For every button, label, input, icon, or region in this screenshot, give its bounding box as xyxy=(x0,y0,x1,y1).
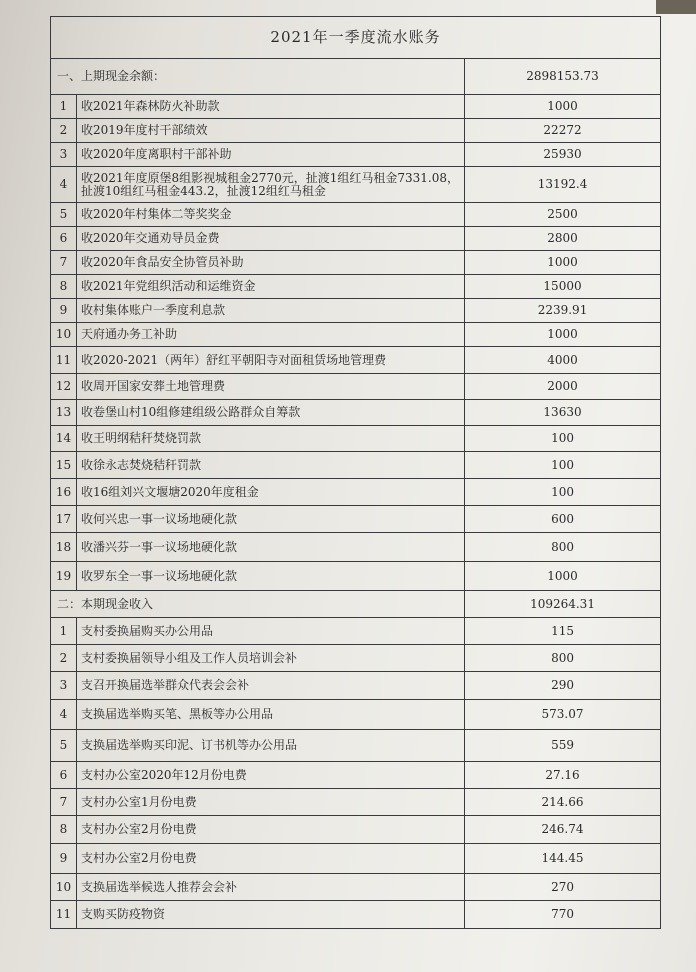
row-description: 收村集体账户一季度利息款 xyxy=(77,299,465,323)
row-description: 收2021年森林防火补助款 xyxy=(77,95,465,119)
row-description: 收2021年党组织活动和运维资金 xyxy=(77,275,465,299)
row-number: 7 xyxy=(51,789,77,816)
row-amount: 100 xyxy=(465,479,661,506)
row-number: 9 xyxy=(51,844,77,874)
income-row xyxy=(51,400,661,426)
income-row xyxy=(51,562,661,591)
row-description: 支村办公室2020年12月份电费 xyxy=(77,762,465,789)
income-row xyxy=(51,143,661,167)
income-row xyxy=(51,299,661,323)
row-description: 支村办公室2月份电费 xyxy=(77,844,465,874)
row-description: 收2020年村集体二等奖奖金 xyxy=(77,203,465,227)
row-number: 3 xyxy=(51,143,77,167)
expense-row xyxy=(51,762,661,789)
row-amount: 573.07 xyxy=(465,700,661,730)
expense-row xyxy=(51,672,661,700)
row-amount: 1000 xyxy=(465,323,661,347)
expense-row xyxy=(51,618,661,645)
expense-row xyxy=(51,816,661,844)
income-row xyxy=(51,506,661,533)
expense-row xyxy=(51,789,661,816)
row-number: 2 xyxy=(51,119,77,143)
income-row xyxy=(51,119,661,143)
row-amount: 270 xyxy=(465,874,661,901)
row-amount: 1000 xyxy=(465,251,661,275)
income-row xyxy=(51,95,661,119)
row-amount: 559 xyxy=(465,730,661,762)
row-number: 8 xyxy=(51,275,77,299)
row-number: 8 xyxy=(51,816,77,844)
income-row xyxy=(51,533,661,562)
expense-row xyxy=(51,645,661,672)
row-number: 5 xyxy=(51,730,77,762)
row-description: 支召开换届选举群众代表会会补 xyxy=(77,672,465,700)
row-amount: 4000 xyxy=(465,347,661,374)
row-description: 收卷堡山村10组修建组级公路群众自筹款 xyxy=(77,400,465,426)
row-amount: 25930 xyxy=(465,143,661,167)
row-description: 收2021年度原堡8组影视城租金2770元，扯渡1组红马租金7331.08，扯渡10组红马租金443.2，扯渡12组红马租金 xyxy=(77,167,465,203)
row-description: 收2019年度村干部绩效 xyxy=(77,119,465,143)
row-amount: 246.74 xyxy=(465,816,661,844)
row-number: 3 xyxy=(51,672,77,700)
row-amount: 2239.91 xyxy=(465,299,661,323)
row-description: 支村办公室1月份电费 xyxy=(77,789,465,816)
row-number: 15 xyxy=(51,452,77,479)
row-number: 12 xyxy=(51,374,77,400)
row-number: 10 xyxy=(51,874,77,901)
row-number: 16 xyxy=(51,479,77,506)
row-number: 18 xyxy=(51,533,77,562)
row-amount: 2000 xyxy=(465,374,661,400)
row-amount: 600 xyxy=(465,506,661,533)
row-amount: 100 xyxy=(465,426,661,452)
row-number: 9 xyxy=(51,299,77,323)
expense-row xyxy=(51,700,661,730)
row-number: 2 xyxy=(51,645,77,672)
row-number: 17 xyxy=(51,506,77,533)
opening-balance-row xyxy=(51,59,661,95)
expense-row xyxy=(51,901,661,929)
ledger-title: 2021年一季度流水账务 xyxy=(51,17,661,59)
row-description: 支村办公室2月份电费 xyxy=(77,816,465,844)
row-description: 收潘兴芬一事一议场地硬化款 xyxy=(77,533,465,562)
row-description: 支换届选举购买印泥、订书机等办公用品 xyxy=(77,730,465,762)
income-row xyxy=(51,452,661,479)
row-description: 支换届选举候选人推荐会会补 xyxy=(77,874,465,901)
row-number: 11 xyxy=(51,901,77,929)
row-description: 收2020年食品安全协管员补助 xyxy=(77,251,465,275)
row-description: 收罗东全一事一议场地硬化款 xyxy=(77,562,465,591)
income-row xyxy=(51,347,661,374)
row-description: 收徐永志焚烧秸秆罚款 xyxy=(77,452,465,479)
row-number: 10 xyxy=(51,323,77,347)
row-description: 收2020-2021（两年）舒红平朝阳寺对面租赁场地管理费 xyxy=(77,347,465,374)
row-description: 收王明纲秸秆焚烧罚款 xyxy=(77,426,465,452)
row-number: 7 xyxy=(51,251,77,275)
row-number: 13 xyxy=(51,400,77,426)
row-amount: 27.16 xyxy=(465,762,661,789)
row-number: 14 xyxy=(51,426,77,452)
income-row xyxy=(51,479,661,506)
row-amount: 770 xyxy=(465,901,661,929)
row-description: 收周开国家安葬土地管理费 xyxy=(77,374,465,400)
row-description: 天府通办务工补助 xyxy=(77,323,465,347)
opening-balance-amount: 2898153.73 xyxy=(465,59,661,95)
row-description: 支购买防疫物资 xyxy=(77,901,465,929)
row-amount: 290 xyxy=(465,672,661,700)
row-number: 1 xyxy=(51,618,77,645)
row-description: 收何兴忠一事一议场地硬化款 xyxy=(77,506,465,533)
income-total-label: 二：本期现金收入 xyxy=(51,591,465,618)
row-amount: 2500 xyxy=(465,203,661,227)
expense-row xyxy=(51,874,661,901)
ledger-table xyxy=(50,16,661,929)
expense-row xyxy=(51,730,661,762)
row-number: 1 xyxy=(51,95,77,119)
row-amount: 144.45 xyxy=(465,844,661,874)
row-number: 6 xyxy=(51,762,77,789)
row-amount: 100 xyxy=(465,452,661,479)
row-amount: 2800 xyxy=(465,227,661,251)
row-description: 支换届选举购买笔、黑板等办公用品 xyxy=(77,700,465,730)
title-row xyxy=(51,17,661,59)
row-number: 5 xyxy=(51,203,77,227)
row-amount: 13630 xyxy=(465,400,661,426)
row-number: 11 xyxy=(51,347,77,374)
row-amount: 15000 xyxy=(465,275,661,299)
income-row xyxy=(51,251,661,275)
row-description: 支村委换届领导小组及工作人员培训会补 xyxy=(77,645,465,672)
row-amount: 115 xyxy=(465,618,661,645)
income-total-row xyxy=(51,591,661,618)
row-number: 19 xyxy=(51,562,77,591)
income-row xyxy=(51,227,661,251)
income-row xyxy=(51,323,661,347)
row-number: 4 xyxy=(51,700,77,730)
income-total-amount: 109264.31 xyxy=(465,591,661,618)
row-number: 4 xyxy=(51,167,77,203)
income-row xyxy=(51,374,661,400)
income-row xyxy=(51,203,661,227)
income-row xyxy=(51,167,661,203)
row-amount: 1000 xyxy=(465,562,661,591)
row-amount: 13192.4 xyxy=(465,167,661,203)
table-surface-edge xyxy=(656,0,696,14)
row-amount: 214.66 xyxy=(465,789,661,816)
opening-balance-label: 一、上期现金余额： xyxy=(51,59,465,95)
expense-row xyxy=(51,844,661,874)
row-amount: 800 xyxy=(465,533,661,562)
income-row xyxy=(51,426,661,452)
row-amount: 800 xyxy=(465,645,661,672)
row-amount: 1000 xyxy=(465,95,661,119)
row-amount: 22272 xyxy=(465,119,661,143)
row-description: 支村委换届购买办公用品 xyxy=(77,618,465,645)
row-description: 收2020年交通劝导员金费 xyxy=(77,227,465,251)
row-number: 6 xyxy=(51,227,77,251)
row-description: 收16组刘兴文堰塘2020年度租金 xyxy=(77,479,465,506)
row-description: 收2020年度离职村干部补助 xyxy=(77,143,465,167)
income-row xyxy=(51,275,661,299)
